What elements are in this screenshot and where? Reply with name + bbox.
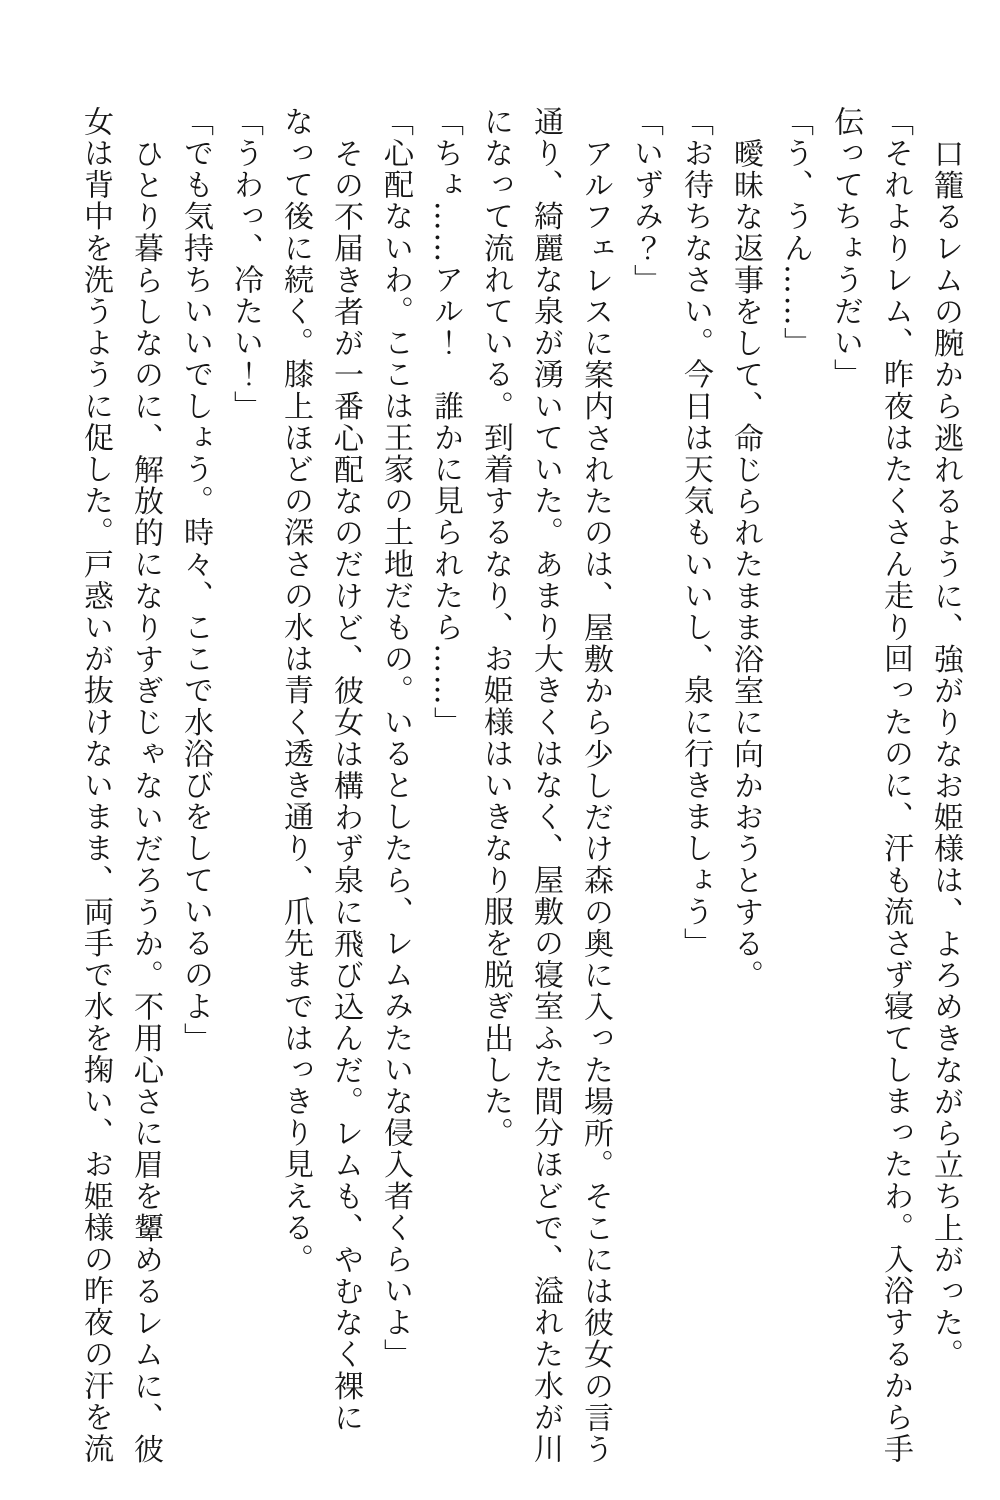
vertical-text-block xyxy=(70,106,970,1472)
text-line: 「ちょ……アル！ 誰かに見られたら……」 xyxy=(428,106,463,738)
text-line: ひとり暮らしなのに、解放的になりすぎじゃないだろうか。不用心さに眉を顰めるレムに、彼 xyxy=(128,138,163,1466)
text-line: 女は背中を洗うように促した。戸惑いが抜けないまま、両手で水を掬い、お姫様の昨夜の汗を流 xyxy=(78,106,113,1465)
text-line: 口籠るレムの腕から逃れるように、強がりなお姫様は、よろめきながら立ち上がった。 xyxy=(928,138,963,1371)
text-line: 「でも気持ちいいでしょう。時々、ここで水浴びをしているのよ」 xyxy=(178,106,213,1054)
text-line: 「うわっ、冷たい！」 xyxy=(228,106,263,422)
text-line: 「それよりレム、昨夜はたくさん走り回ったのに、汗も流さず寝てしまったわ。入浴するから手 xyxy=(878,106,913,1465)
text-line: アルフェレスに案内されたのは、屋敷から少しだけ森の奥に入った場所。そこには彼女の言う xyxy=(578,138,613,1466)
text-line: 「心配ないわ。ここは王家の土地だもの。いるとしたら、レムみたいな侵入者くらいよ」 xyxy=(378,106,413,1370)
text-line: なって後に続く。膝上ほどの深さの水は青く透き通り、爪先まではっきり見える。 xyxy=(278,106,313,1276)
text-line: 「お待ちなさい。今日は天気もいいし、泉に行きましょう」 xyxy=(678,106,713,960)
text-line: その不届き者が一番心配なのだけど、彼女は構わず泉に飛び込んだ。レムも、やむなく裸に xyxy=(328,138,363,1434)
text-line: 通り、綺麗な泉が湧いていた。あまり大きくはなく、屋敷の寝室ふた間分ほどで、溢れた水が川 xyxy=(528,106,563,1465)
text-line: 「いずみ？」 xyxy=(628,106,663,296)
text-line: 曖昧な返事をして、命じられたまま浴室に向かおうとする。 xyxy=(728,138,763,992)
text-line: 伝ってちょうだい」 xyxy=(828,106,863,391)
text-line: になって流れている。到着するなり、お姫様はいきなり服を脱ぎ出した。 xyxy=(478,106,513,1149)
text-line: 「う、うん……」 xyxy=(778,106,813,359)
